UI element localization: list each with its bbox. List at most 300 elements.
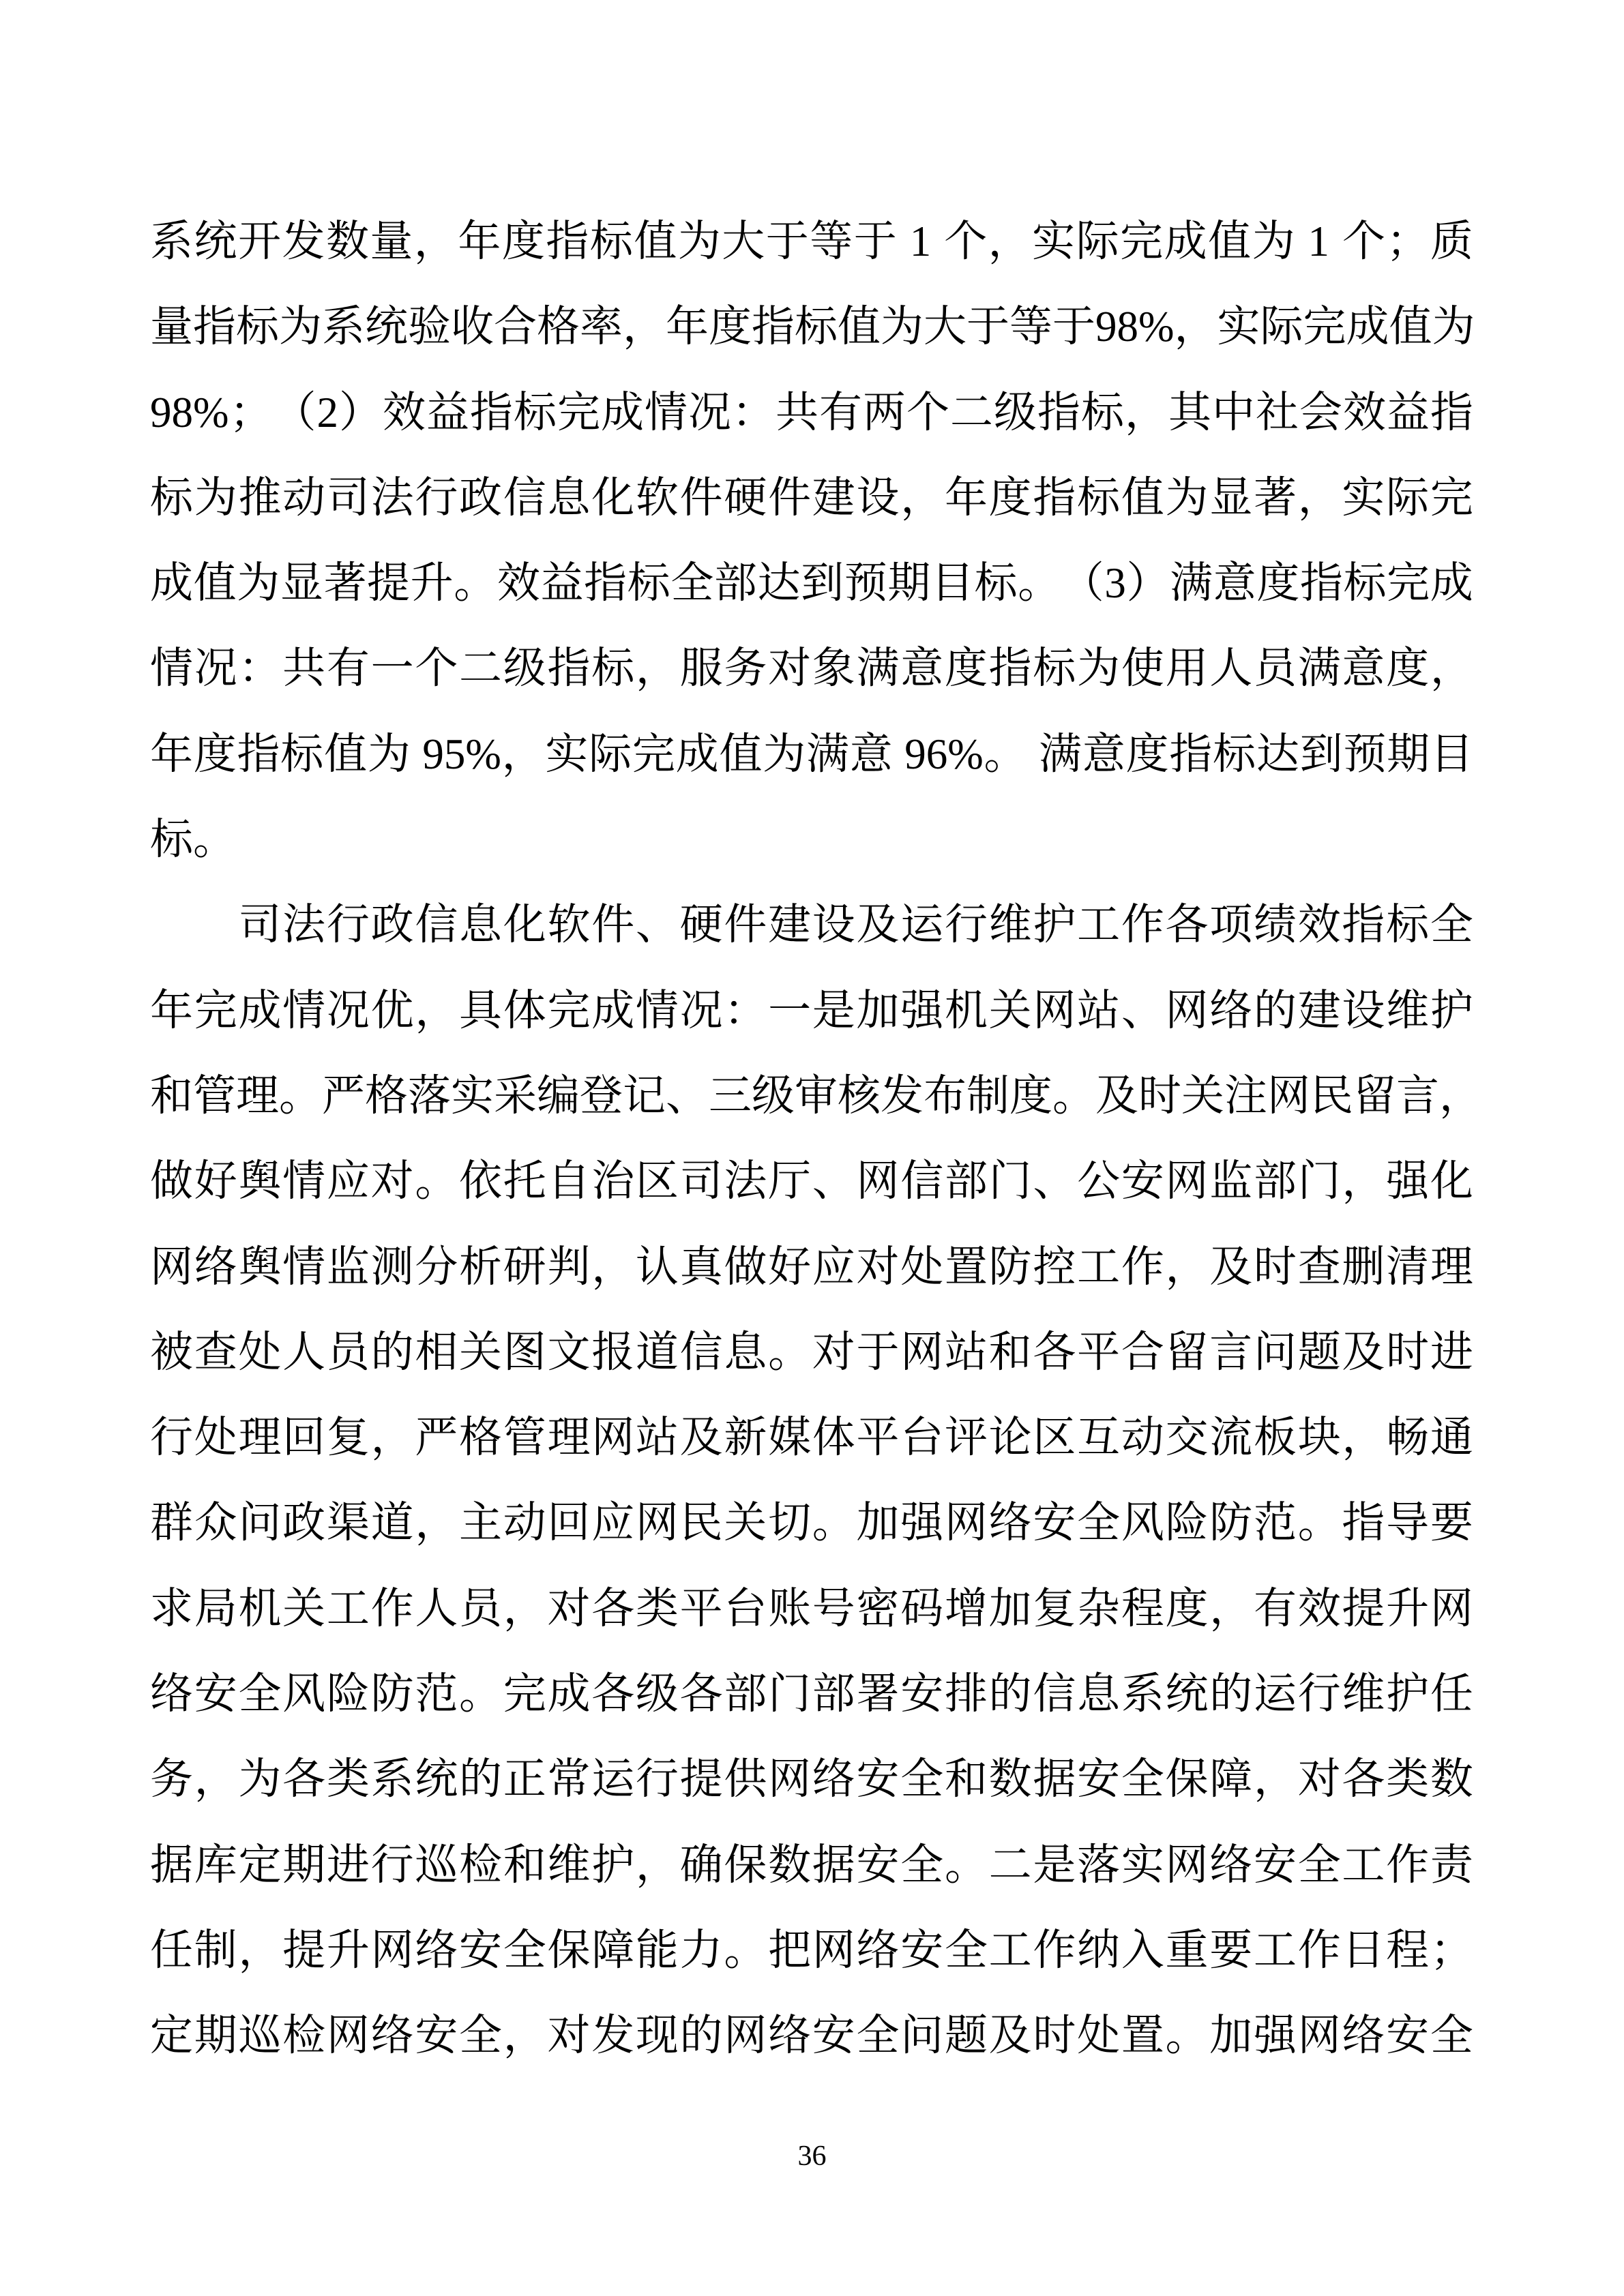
glyph: 统 (415, 1755, 458, 1804)
glyph: 率 (580, 303, 623, 351)
glyph: 标 (1033, 644, 1076, 693)
glyph: 网 (635, 1499, 679, 1547)
glyph: 发 (282, 218, 325, 265)
glyph: 指 (1033, 473, 1076, 522)
glyph: 共 (775, 388, 818, 436)
glyph: 站 (944, 1328, 988, 1376)
glyph: 安 (856, 1840, 900, 1889)
glyph: 块 (1297, 1414, 1341, 1462)
latin-run: 2 (316, 388, 338, 436)
glyph: 置 (944, 1242, 988, 1291)
glyph: 险 (1165, 1499, 1209, 1547)
glyph: 标 (627, 559, 670, 608)
glyph: 法 (724, 1157, 767, 1206)
glyph: 巡 (415, 1840, 458, 1889)
glyph: 护 (1033, 901, 1076, 949)
glyph: 风 (1121, 1499, 1164, 1547)
glyph: 络 (415, 1926, 458, 1974)
glyph: 全 (459, 2012, 503, 2060)
glyph: 个 (944, 218, 988, 265)
glyph: 动 (1121, 1414, 1164, 1462)
glyph: 关 (1181, 1071, 1224, 1120)
glyph: 的 (459, 1755, 503, 1804)
glyph: 息 (459, 901, 503, 949)
glyph: 软 (635, 473, 679, 522)
glyph: 及 (1209, 1242, 1253, 1291)
glyph: 为 (237, 559, 280, 608)
glyph: 个 (415, 644, 458, 693)
glyph: 服 (679, 644, 723, 693)
glyph: 务 (724, 644, 767, 693)
glyph: 问 (238, 1499, 282, 1547)
glyph: 民 (679, 1499, 723, 1547)
glyph: 著 (1253, 473, 1297, 522)
text-line (150, 712, 1473, 797)
glyph: 指 (469, 388, 513, 436)
glyph: 。 (984, 730, 1027, 778)
glyph: 安 (1386, 2012, 1430, 2060)
glyph: 维 (988, 901, 1032, 949)
glyph: ， (1342, 1157, 1385, 1206)
glyph: 信 (900, 1157, 944, 1206)
glyph: 库 (194, 1840, 237, 1889)
glyph: 时 (1386, 1328, 1430, 1376)
glyph: 部 (1253, 1157, 1297, 1206)
glyph: 注 (1224, 1071, 1267, 1120)
glyph: 作 (1121, 1242, 1164, 1291)
glyph: 查 (1297, 1242, 1341, 1291)
glyph: 息 (1077, 1670, 1121, 1718)
glyph: 站 (635, 1414, 679, 1462)
glyph: 况 (688, 388, 731, 436)
glyph: 况 (679, 986, 723, 1034)
glyph: 正 (503, 1755, 546, 1804)
glyph: 论 (988, 1414, 1032, 1462)
glyph: 实 (451, 1071, 494, 1120)
glyph: 合 (494, 303, 537, 351)
latin-run: 98% (150, 388, 229, 436)
glyph: 用 (1165, 644, 1209, 693)
glyph: 会 (1299, 388, 1342, 436)
glyph: 标 (150, 816, 193, 864)
glyph: 网 (1297, 2012, 1341, 2060)
glyph: 好 (768, 1242, 812, 1291)
glyph: 信 (1033, 1670, 1076, 1718)
glyph: 工 (1253, 1926, 1297, 1974)
latin-run: 95% (422, 730, 501, 778)
glyph: 防 (370, 1670, 414, 1718)
glyph: 等 (1009, 303, 1052, 351)
glyph: 全 (1121, 1755, 1164, 1804)
glyph: 置 (1121, 2012, 1164, 2060)
glyph: 网 (591, 1414, 635, 1462)
glyph: 为 (1165, 473, 1209, 522)
glyph: 供 (724, 1755, 767, 1804)
glyph: 情 (282, 1242, 326, 1291)
glyph: 年 (150, 730, 193, 778)
text-block (150, 199, 1482, 2079)
glyph: 情 (150, 644, 193, 693)
glyph: 度 (1165, 1584, 1209, 1632)
glyph: 审 (795, 1071, 838, 1120)
glyph: 标 (150, 473, 193, 522)
glyph: 护 (1386, 1670, 1430, 1718)
glyph: 。 (1297, 1499, 1341, 1547)
glyph: 安 (415, 2012, 458, 2060)
space (1296, 241, 1307, 242)
glyph: 标 (974, 559, 1018, 608)
glyph: 信 (415, 901, 458, 949)
glyph: 障 (1209, 1755, 1253, 1804)
glyph: 程 (1386, 1926, 1430, 1974)
glyph: 密 (856, 1584, 900, 1632)
glyph: ， (1297, 473, 1341, 522)
glyph: 。 (944, 1840, 988, 1889)
glyph: 加 (856, 986, 900, 1034)
glyph: 言 (1396, 1071, 1439, 1120)
glyph: 安 (194, 1670, 237, 1718)
glyph: 对 (812, 1328, 855, 1376)
glyph: 益 (426, 388, 469, 436)
glyph: 质 (1430, 218, 1473, 265)
glyph: 员 (326, 1328, 370, 1376)
glyph: 一 (370, 644, 414, 693)
glyph: 门 (768, 1670, 812, 1718)
glyph: ； (1386, 218, 1430, 265)
glyph: 维 (547, 1840, 591, 1889)
glyph: 巡 (238, 2012, 282, 2060)
glyph: ， (1124, 388, 1168, 436)
glyph: 建 (768, 901, 812, 949)
glyph: 政 (459, 473, 503, 522)
glyph: ， (503, 2012, 546, 2060)
glyph: 三 (709, 1071, 752, 1120)
latin-run: 3 (1104, 559, 1126, 608)
glyph: ， (635, 1840, 679, 1889)
glyph: 加 (988, 1584, 1032, 1632)
indent-space (150, 925, 193, 926)
glyph: 的 (1253, 986, 1297, 1034)
glyph: 于 (966, 303, 1009, 351)
glyph: 防 (988, 1242, 1032, 1291)
glyph: 提 (1342, 1584, 1385, 1632)
glyph: （ (273, 388, 316, 436)
glyph: 意 (1082, 730, 1125, 778)
glyph: 值 (719, 730, 763, 778)
glyph: 发 (591, 2012, 635, 2060)
glyph: 络 (1342, 2012, 1385, 2060)
glyph: ， (1165, 1242, 1209, 1291)
glyph: 务 (150, 1755, 193, 1804)
glyph: 保 (1165, 1755, 1209, 1804)
glyph: 件 (679, 473, 723, 522)
glyph: 络 (370, 2012, 414, 2060)
glyph: 全 (670, 559, 714, 608)
glyph: 把 (768, 1926, 812, 1974)
glyph: 网 (1430, 1584, 1473, 1632)
glyph: 。 (724, 1926, 767, 1974)
glyph: 、 (1033, 1157, 1076, 1206)
glyph: 任 (1430, 1670, 1473, 1718)
glyph: 舆 (238, 1242, 282, 1291)
glyph: 二 (988, 1840, 1032, 1889)
glyph: 指 (988, 644, 1032, 693)
glyph: 做 (150, 1157, 193, 1206)
glyph: 是 (1033, 1840, 1076, 1889)
glyph: 为 (677, 218, 721, 265)
glyph: 社 (1255, 388, 1299, 436)
glyph: 全 (1430, 2012, 1473, 2060)
glyph: 网 (326, 2012, 370, 2060)
glyph: 控 (1033, 1242, 1076, 1291)
space (1027, 754, 1038, 755)
glyph: 行 (326, 901, 370, 949)
glyph: 析 (459, 1242, 503, 1291)
glyph: 监 (1209, 1157, 1253, 1206)
glyph: 行 (944, 901, 988, 949)
glyph: 、 (666, 1071, 709, 1120)
glyph: 效 (1342, 388, 1386, 436)
glyph: ， (370, 1414, 414, 1462)
glyph: 各 (1033, 1328, 1076, 1376)
glyph: 完 (1303, 303, 1346, 351)
glyph: 真 (679, 1242, 723, 1291)
glyph: 为 (194, 473, 237, 522)
glyph: 数 (1430, 1755, 1473, 1804)
glyph: 度 (193, 730, 237, 778)
glyph: 期 (887, 559, 931, 608)
glyph: 切 (768, 1499, 812, 1547)
glyph: 要 (1430, 1499, 1473, 1547)
text-line (150, 1908, 1473, 1993)
glyph: 托 (503, 1157, 546, 1206)
text-line (150, 797, 1473, 882)
glyph: ， (501, 730, 545, 778)
glyph: ， (503, 1584, 546, 1632)
glyph: 全 (1077, 1499, 1121, 1547)
glyph: 全 (503, 1926, 546, 1974)
glyph: 政 (370, 901, 414, 949)
glyph: 全 (1297, 1840, 1341, 1889)
glyph: 工 (988, 1926, 1032, 1974)
glyph: 件 (724, 901, 767, 949)
glyph: 区 (1033, 1414, 1076, 1462)
glyph: 成 (1346, 303, 1389, 351)
glyph: 主 (459, 1499, 503, 1547)
glyph: 标 (1386, 901, 1430, 949)
glyph: 编 (537, 1071, 580, 1120)
glyph: 民 (1310, 1071, 1353, 1120)
glyph: 值 (324, 730, 368, 778)
glyph: 统 (365, 303, 408, 351)
glyph: 各 (282, 1755, 326, 1804)
glyph: 强 (900, 1499, 944, 1547)
glyph: 著 (323, 559, 367, 608)
glyph: 及 (856, 901, 900, 949)
glyph: 为 (1432, 303, 1475, 351)
latin-run: 98% (1095, 303, 1175, 351)
glyph: ， (1342, 1414, 1385, 1462)
glyph: 各 (679, 1670, 723, 1718)
glyph: 指 (193, 303, 236, 351)
glyph: 软 (547, 901, 591, 949)
space (894, 754, 904, 755)
glyph: 任 (150, 1926, 193, 1974)
glyph: 处 (1077, 2012, 1121, 2060)
glyph: 指 (1299, 559, 1343, 608)
glyph: 指 (1169, 730, 1213, 778)
glyph: 满 (1170, 559, 1213, 608)
glyph: 政 (282, 1499, 326, 1547)
glyph: 二 (949, 388, 993, 436)
glyph: ： (724, 986, 767, 1034)
glyph: 理 (547, 1414, 591, 1462)
glyph: 理 (1430, 1242, 1473, 1291)
glyph: 标 (589, 218, 633, 265)
glyph: 舆 (238, 1157, 282, 1206)
glyph: 网 (768, 1755, 812, 1804)
glyph: 各 (591, 1584, 635, 1632)
glyph: 门 (988, 1157, 1032, 1206)
glyph: 于 (1052, 303, 1095, 351)
glyph: 系 (322, 303, 365, 351)
glyph: 机 (944, 986, 988, 1034)
glyph: 回 (547, 1499, 591, 1547)
glyph: 值 (1389, 303, 1432, 351)
glyph: 确 (679, 1840, 723, 1889)
glyph: 量 (150, 303, 193, 351)
glyph: 升 (410, 559, 454, 608)
glyph: 复 (326, 1414, 370, 1462)
glyph: 绩 (1253, 901, 1297, 949)
glyph: ， (1209, 1584, 1253, 1632)
glyph: 据 (812, 1840, 855, 1889)
glyph: 量 (370, 218, 413, 265)
glyph: 的 (679, 2012, 723, 2060)
glyph: 部 (724, 1670, 767, 1718)
glyph: 系 (150, 218, 193, 265)
glyph: 研 (503, 1242, 546, 1291)
glyph: 畅 (1386, 1414, 1430, 1462)
glyph: 完 (1430, 473, 1473, 522)
glyph: 检 (282, 2012, 326, 2060)
glyph: 及 (1095, 1071, 1138, 1120)
glyph: 类 (635, 1584, 679, 1632)
glyph: 有 (1253, 1584, 1297, 1632)
glyph: 众 (194, 1499, 237, 1547)
glyph: 为 (279, 303, 322, 351)
glyph: 司 (326, 473, 370, 522)
glyph: 自 (547, 1157, 591, 1206)
glyph: 设 (856, 473, 900, 522)
glyph: 年 (458, 218, 501, 265)
glyph: 道 (635, 1328, 679, 1376)
glyph: 成 (1164, 218, 1207, 265)
glyph: 对 (547, 1584, 591, 1632)
glyph: 成 (600, 388, 644, 436)
glyph: 于 (856, 1328, 900, 1376)
glyph: 体 (812, 1414, 855, 1462)
glyph: 网 (150, 1242, 193, 1291)
glyph: 防 (1209, 1499, 1253, 1547)
glyph: ） (338, 388, 382, 436)
glyph: 渠 (326, 1499, 370, 1547)
glyph: 、 (1121, 986, 1164, 1034)
glyph: 息 (547, 473, 591, 522)
glyph: 标 (1077, 473, 1121, 522)
glyph: 验 (408, 303, 451, 351)
glyph: 安 (1077, 1755, 1121, 1804)
glyph: ， (591, 1242, 635, 1291)
glyph: 范 (1253, 1499, 1297, 1547)
glyph: 定 (150, 2012, 193, 2060)
glyph: 到 (1299, 730, 1343, 778)
glyph: 网 (724, 2012, 767, 2060)
glyph: 留 (1353, 1071, 1396, 1120)
glyph: 运 (591, 1755, 635, 1804)
glyph: 满 (856, 644, 900, 693)
glyph: 设 (812, 901, 855, 949)
glyph: ， (623, 303, 666, 351)
glyph: 。 (768, 1328, 812, 1376)
glyph: 的 (1209, 1670, 1253, 1718)
glyph: 监 (326, 1242, 370, 1291)
glyph: 实 (1217, 303, 1260, 351)
glyph: 值 (1121, 473, 1164, 522)
glyph: 数 (325, 218, 369, 265)
glyph: 满 (1039, 730, 1082, 778)
text-line (150, 1652, 1473, 1737)
glyph: 定 (238, 1840, 282, 1889)
glyph: 标 (795, 303, 838, 351)
glyph: 核 (838, 1071, 881, 1120)
glyph: 网 (944, 1499, 988, 1547)
text-line (150, 882, 1473, 968)
glyph: 是 (812, 986, 855, 1034)
glyph: 作 (1033, 1926, 1076, 1974)
glyph: 成 (547, 1670, 591, 1718)
text-line (150, 370, 1473, 456)
glyph: 作 (1386, 1840, 1430, 1889)
glyph: 数 (988, 1755, 1032, 1804)
glyph: 象 (812, 644, 855, 693)
glyph: 强 (1253, 2012, 1297, 2060)
glyph: 的 (370, 1328, 414, 1376)
glyph: 作 (370, 1584, 414, 1632)
glyph: 交 (1165, 1414, 1209, 1462)
glyph: 账 (768, 1584, 812, 1632)
glyph: 标 (236, 303, 279, 351)
glyph: 和 (988, 1328, 1032, 1376)
glyph: 分 (415, 1242, 458, 1291)
glyph: 依 (459, 1157, 503, 1206)
glyph: 纳 (1077, 1926, 1121, 1974)
glyph: 现 (635, 2012, 679, 2060)
glyph: 成 (675, 730, 719, 778)
glyph: 管 (503, 1414, 546, 1462)
space (932, 241, 943, 242)
glyph: 治 (591, 1157, 635, 1206)
glyph: 效 (1297, 1584, 1341, 1632)
glyph: 推 (238, 473, 282, 522)
glyph: 流 (1209, 1414, 1253, 1462)
glyph: 安 (812, 2012, 855, 2060)
glyph: 。 (415, 1157, 458, 1206)
glyph: 度 (1125, 730, 1169, 778)
glyph: 处 (900, 1242, 944, 1291)
glyph: 标 (1213, 730, 1256, 778)
text-line (150, 284, 1473, 370)
